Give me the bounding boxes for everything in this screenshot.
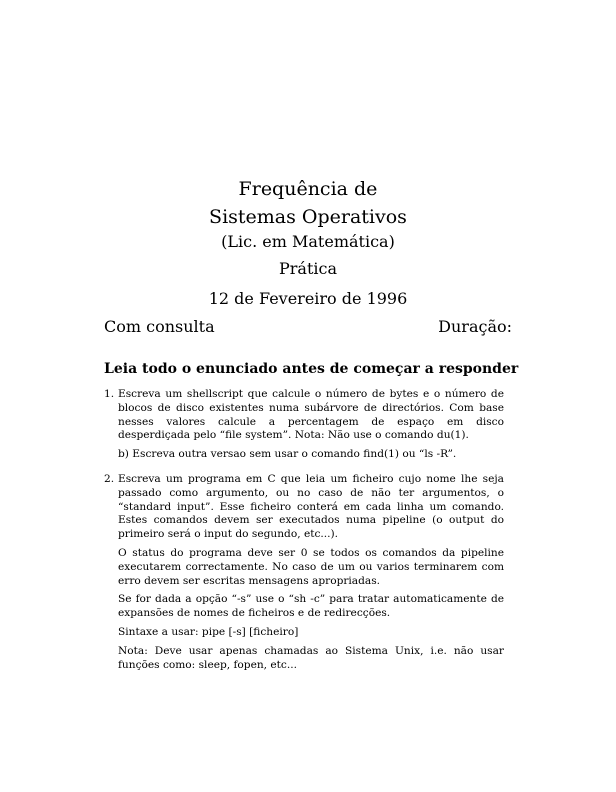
- question-paragraph: Escreva um programa em C que leia um ficheiro cujo nome lhe seja passado como argumento, ou no caso de não ter argumentos, o “standard input”. Esse ficheiro conterá em cada linha um comando. Estes comandos devem ser executados numa pipeline (o output do primeiro será o input do segundo, etc...).: [118, 472, 504, 541]
- question-paragraph: Sintaxe a usar: pipe [-s] [ficheiro]: [118, 625, 299, 638]
- question-paragraph: Escreva um shellscript que calcule o número de bytes e o número de blocos de disco existentes numa subárvore de directórios. Com base nesses valores calcule a percentagem de espaço em disco desperdiçada pelo “file system”. Nota: Não use o comando du(1).: [118, 388, 504, 442]
- question-2: [104, 473, 504, 677]
- instruction-heading: Leia todo o enunciado antes de começar a responder: [104, 361, 519, 377]
- question-paragraph: O status do programa deve ser 0 se todos os comandos da pipeline executarem correctamente. No caso de um ou varios terminarem com erro devem ser escritas mensagens apropriadas.: [118, 546, 504, 587]
- exam-date: 12 de Fevereiro de 1996: [208, 289, 408, 308]
- exam-kind: Prática: [279, 259, 337, 278]
- question-paragraph: Nota: Deve usar apenas chamadas ao Sistema Unix, i.e. não usar funções como: sleep, fopen, etc...: [118, 644, 504, 671]
- consult-label: Com consulta: [104, 317, 215, 336]
- title-line-1: Frequência de: [238, 178, 378, 200]
- question-body: [118, 473, 504, 677]
- title-line-2: Sistemas Operativos: [209, 206, 407, 228]
- question-number: 2.: [104, 472, 115, 485]
- question-paragraph: b) Escreva outra versao sem usar o comando find(1) ou “ls -R”.: [118, 448, 457, 461]
- question-number: 1.: [104, 388, 115, 400]
- subtitle: (Lic. em Matemática): [221, 232, 395, 251]
- duration-label: Duração:: [438, 317, 512, 336]
- question-1: [104, 388, 504, 467]
- question-body: [118, 388, 504, 467]
- question-list: [104, 388, 504, 677]
- question-paragraph: Se for dada a opção “-s” use o “sh -c” para tratar automaticamente de expansões de nomes de ficheiros e de redirecções.: [118, 593, 504, 620]
